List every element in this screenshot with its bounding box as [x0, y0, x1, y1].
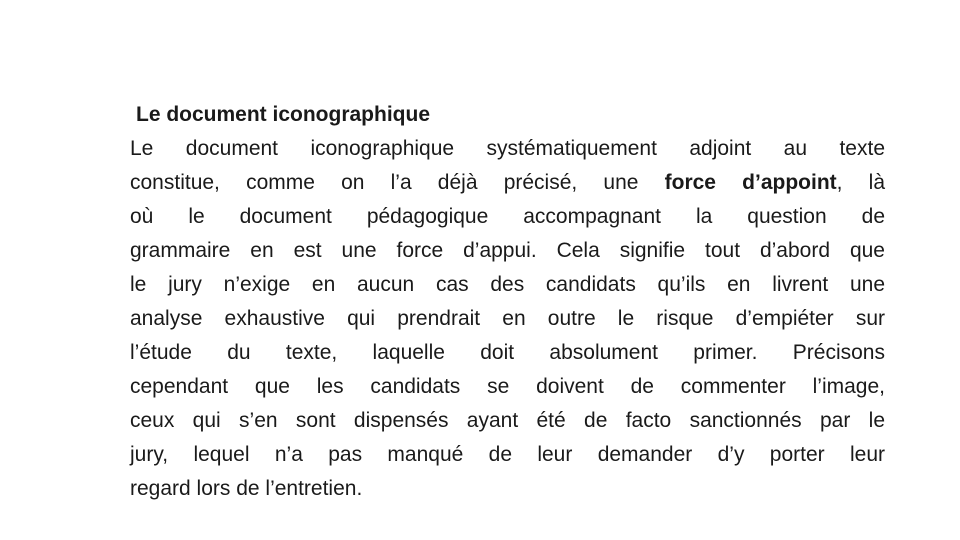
paragraph-line [130, 166, 885, 200]
paragraph-line: regard lors de l’entretien. [130, 477, 363, 500]
paragraph-line: cependant que les candidats se doivent de commenter l’image, [130, 375, 885, 398]
section-heading: Le document iconographique [136, 103, 431, 126]
paragraph-line: l’étude du texte, laquelle doit absolument primer. Précisons [130, 341, 885, 364]
paragraph-line: Le document iconographique systématiquement adjoint au texte [130, 137, 885, 160]
paragraph-line: jury, lequel n’a pas manqué de leur demander d’y porter leur [130, 443, 885, 466]
paragraph-line: ceux qui s’en sont dispensés ayant été de facto sanctionnés par le [130, 409, 885, 432]
emphasized-text: force d’appoint [664, 171, 837, 194]
paragraph-line: analyse exhaustive qui prendrait en outre le risque d’empiéter sur [130, 307, 885, 330]
paragraph-line: le jury n’exige en aucun cas des candidats qu’ils en livrent une [130, 273, 885, 296]
body-paragraph [130, 132, 885, 506]
paragraph-text: constitue, comme on l’a déjà précisé, une [130, 171, 665, 194]
paragraph-line: grammaire en est une force d’appui. Cela signifie tout d’abord que [130, 239, 885, 262]
text-block [130, 98, 885, 506]
paragraph-text: , là [836, 171, 885, 194]
paragraph-line: où le document pédagogique accompagnant la question de [130, 205, 885, 228]
